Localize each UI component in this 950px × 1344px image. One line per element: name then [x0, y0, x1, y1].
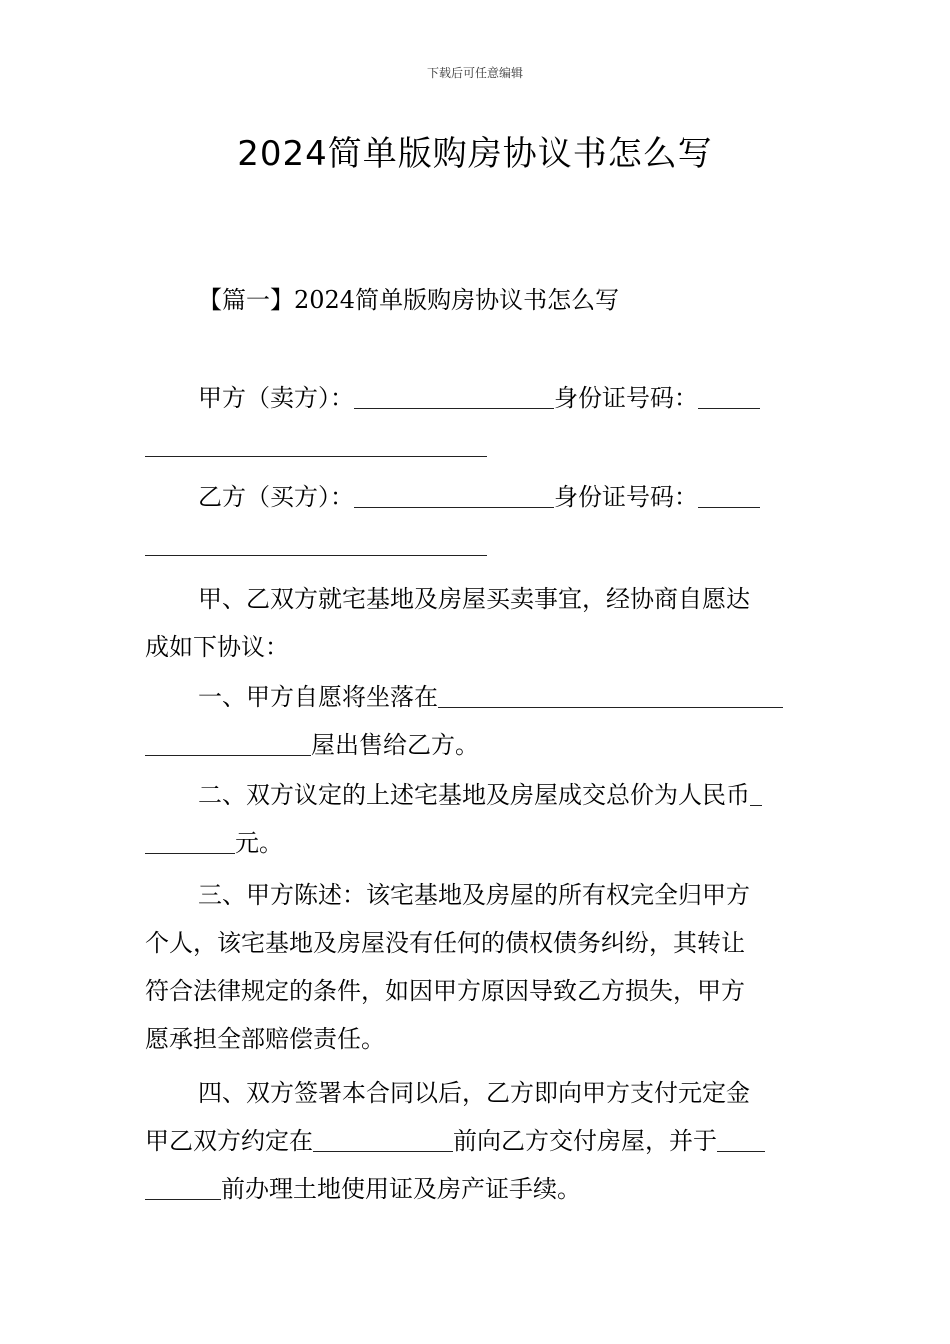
- header-note: 下载后可任意编辑: [426, 66, 523, 80]
- party-b-id-blank: [698, 479, 760, 508]
- party-a-block: [145, 374, 807, 470]
- clause-2: [145, 771, 807, 867]
- price-blank: [750, 777, 762, 806]
- party-a-label: 甲方（卖方）：: [198, 384, 354, 412]
- clause-3-line-3: 符合法律规定的条件，如因甲方原因导致乙方损失，甲方: [145, 977, 745, 1005]
- section-title-block: [145, 276, 807, 324]
- intro-line-2: 成如下协议：: [145, 633, 289, 661]
- party-a-id-blank: [698, 380, 760, 409]
- clause-4: [145, 1069, 807, 1213]
- clause-3: [145, 871, 807, 1063]
- price-blank-cont: [145, 825, 235, 854]
- clause-1-text-b: 屋出售给乙方。: [311, 731, 479, 759]
- handover-date-blank: [313, 1123, 453, 1152]
- clause-1-text-a: 一、甲方自愿将坐落在: [198, 683, 438, 711]
- clause-1: [145, 673, 807, 769]
- clause-4-text-b: 前向乙方交付房屋，并于: [453, 1127, 717, 1155]
- location-blank-cont: [145, 727, 311, 756]
- intro-line-1: 甲、乙双方就宅基地及房屋买卖事宜，经协商自愿达: [198, 585, 750, 613]
- party-b-block: [145, 473, 807, 569]
- certificate-date-blank: [717, 1123, 765, 1152]
- document-title: 2024简单版购房协议书怎么写: [237, 134, 713, 174]
- intro-paragraph: [145, 575, 807, 671]
- party-b-label: 乙方（买方）：: [198, 483, 354, 511]
- clause-4-line-1: 四、双方签署本合同以后，乙方即向甲方支付元定金: [198, 1079, 750, 1107]
- section-title: 【篇一】2024简单版购房协议书怎么写: [198, 286, 620, 314]
- party-b-name-blank: [354, 479, 554, 508]
- clause-3-line-4: 愿承担全部赔偿责任。: [145, 1025, 385, 1053]
- location-blank: [438, 679, 783, 708]
- party-b-id-label: 身份证号码：: [554, 483, 698, 511]
- clause-4-text-c: 前办理土地使用证及房产证手续。: [221, 1175, 581, 1203]
- clause-3-line-2: 个人，该宅基地及房屋没有任何的债权债务纠纷，其转让: [145, 929, 745, 957]
- party-a-name-blank: [354, 380, 554, 409]
- certificate-date-blank-cont: [145, 1171, 221, 1200]
- party-a-id-blank-cont: [145, 428, 487, 457]
- clause-4-text-a: 甲乙双方约定在: [145, 1127, 313, 1155]
- clause-3-line-1: 三、甲方陈述：该宅基地及房屋的所有权完全归甲方: [198, 881, 750, 909]
- party-b-id-blank-cont: [145, 527, 487, 556]
- clause-2-text-b: 元。: [235, 829, 283, 857]
- party-a-id-label: 身份证号码：: [554, 384, 698, 412]
- clause-2-text-a: 二、双方议定的上述宅基地及房屋成交总价为人民币: [198, 781, 750, 809]
